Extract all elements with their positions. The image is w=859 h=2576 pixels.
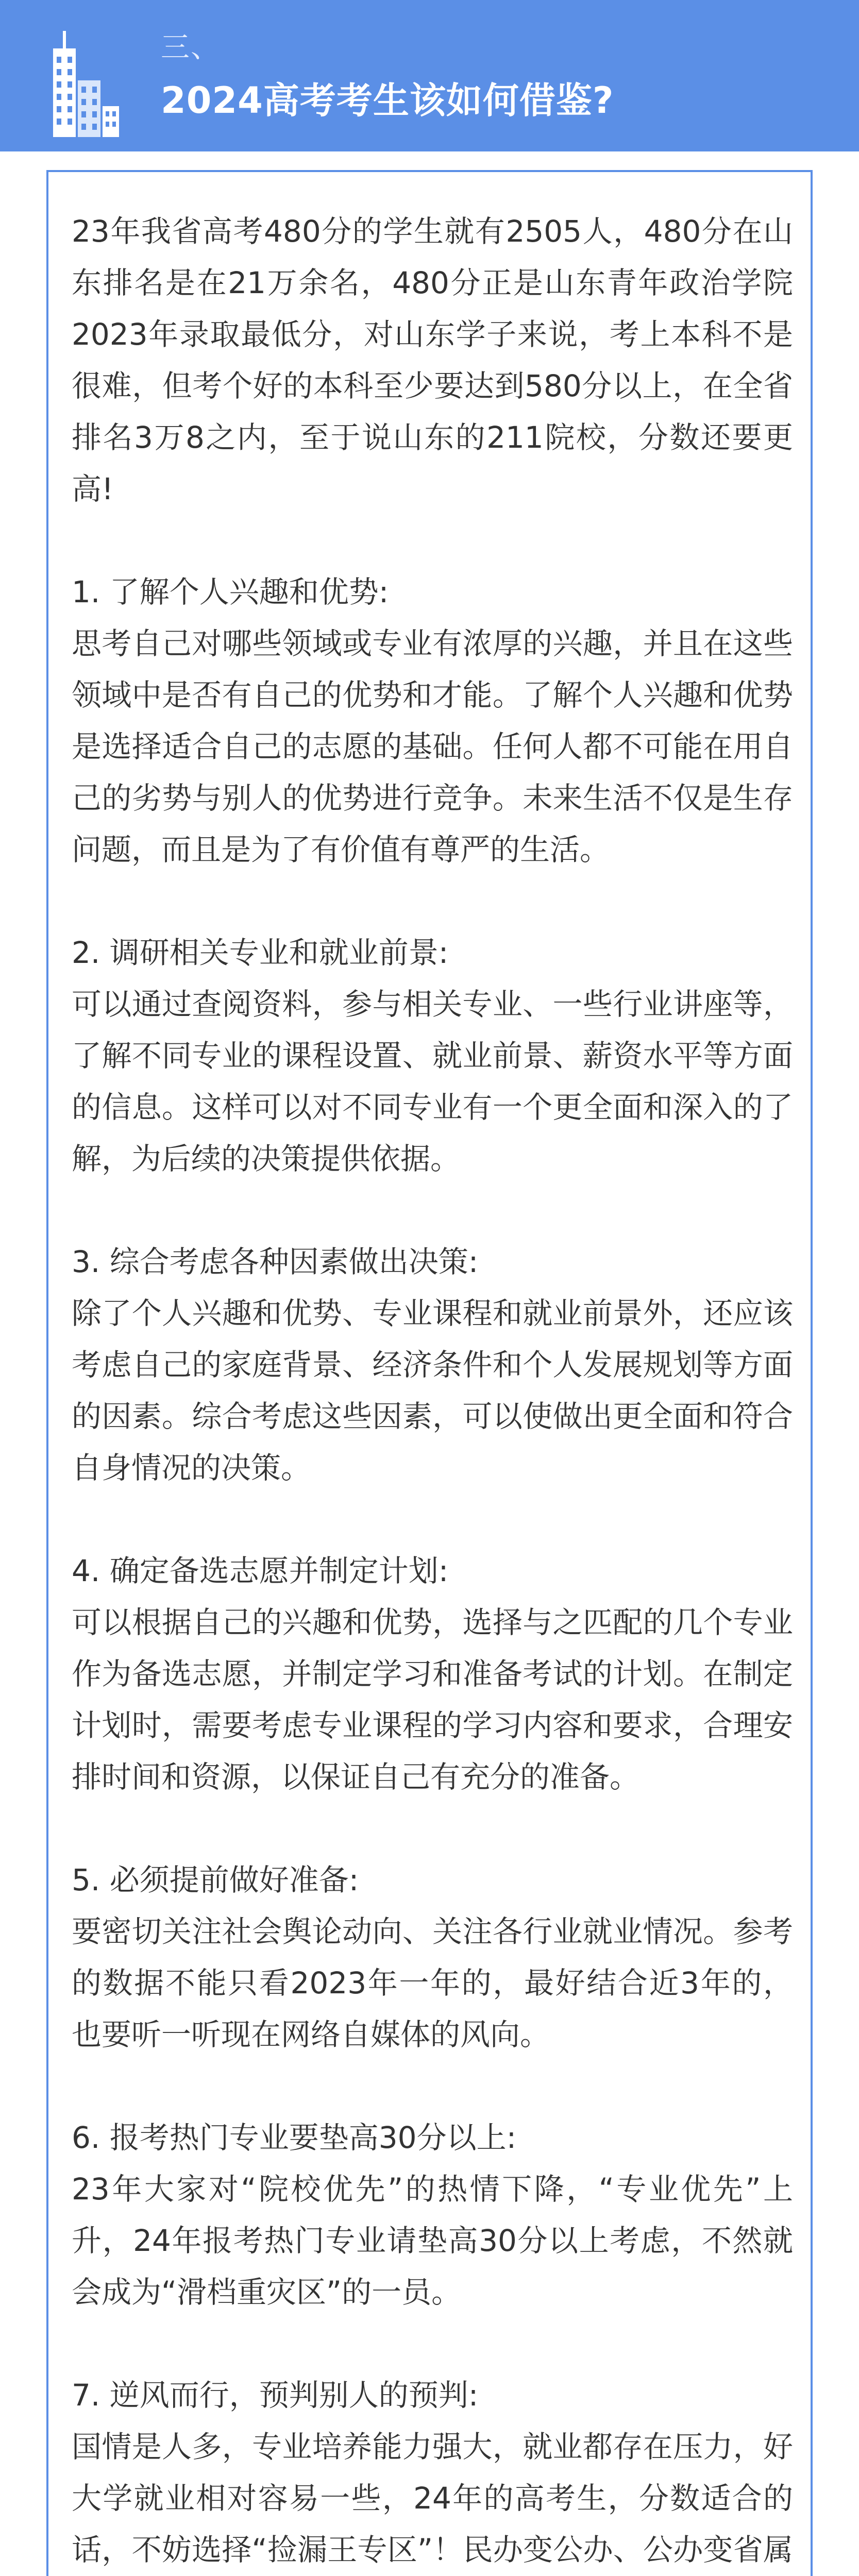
tip-body: 国情是人多，专业培养能力强大，就业都存在压力，好大学就业相对容易一些，24年的高考生，分数适合的话，不妨选择“捡漏王专区”！民办变公办、公办变省属	[72, 2429, 793, 2567]
tip-section-4	[72, 1545, 793, 1803]
tip-heading: 6. 报考热门专业要垫高30分以上:	[72, 2120, 517, 2155]
tip-body: 可以根据自己的兴趣和优势，选择与之匹配的几个专业作为备选志愿，并制定学习和准备考试的计划。在制定计划时，需要考虑专业课程的学习内容和要求，合理安排时间和资源，以保证自己有充分的准备。	[72, 1605, 793, 1794]
tip-section-3	[72, 1236, 793, 1494]
tip-body: 要密切关注社会舆论动向、关注各行业就业情况。参考的数据不能只看2023年一年的，最好结合近3年的，也要听一听现在网络自媒体的风向。	[72, 1914, 793, 2052]
tip-section-7	[72, 2369, 793, 2576]
tip-heading: 7. 逆风而行，预判别人的预判:	[72, 2378, 479, 2413]
section-title: 2024高考考生该如何借鉴?	[161, 79, 614, 122]
tip-heading: 4. 确定备选志愿并制定计划:	[72, 1553, 449, 1588]
tip-heading: 1. 了解个人兴趣和优势:	[72, 574, 389, 609]
intro-paragraph: 23年我省高考480分的学生就有2505人，480分在山东排名是在21万余名，480分正是山东青年政治学院2023年录取最低分，对山东学子来说，考上本科不是很难，但考个好的本科至少要达到580分以上，在全省排名3万8之内，至于说山东的211院校，分数还要更高!	[72, 214, 793, 506]
article-card	[46, 170, 813, 2576]
tip-heading: 2. 调研相关专业和就业前景:	[72, 935, 449, 970]
article-content	[72, 206, 793, 2576]
section-number: 三、	[161, 31, 221, 64]
tip-section-2	[72, 927, 793, 1184]
tip-heading: 3. 综合考虑各种因素做出决策:	[72, 1244, 479, 1279]
tip-body: 除了个人兴趣和优势、专业课程和就业前景外，还应该考虑自己的家庭背景、经济条件和个人发展规划等方面的因素。综合考虑这些因素，可以使做出更全面和符合自身情况的决策。	[72, 1296, 793, 1485]
tip-body: 23年大家对“院校优先”的热情下降，“专业优先”上升，24年报考热门专业请垫高30分以上考虑，不然就会成为“滑档重灾区”的一员。	[72, 2172, 793, 2310]
tip-section-6	[72, 2112, 793, 2318]
tip-section-1	[72, 566, 793, 875]
tip-body: 可以通过查阅资料，参与相关专业、一些行业讲座等，了解不同专业的课程设置、就业前景、薪资水平等方面的信息。这样可以对不同专业有一个更全面和深入的了解，为后续的决策提供依据。	[72, 987, 793, 1176]
city-buildings-icon	[49, 31, 121, 137]
tip-section-5	[72, 1854, 793, 2060]
tip-body: 思考自己对哪些领域或专业有浓厚的兴趣，并且在这些领域中是否有自己的优势和才能。了解个人兴趣和优势是选择适合自己的志愿的基础。任何人都不可能在用自己的劣势与别人的优势进行竞争。未来生活不仅是生存问题，而且是为了有价值有尊严的生活。	[72, 626, 793, 867]
tip-heading: 5. 必须提前做好准备:	[72, 1862, 359, 1897]
section-header	[0, 0, 859, 151]
